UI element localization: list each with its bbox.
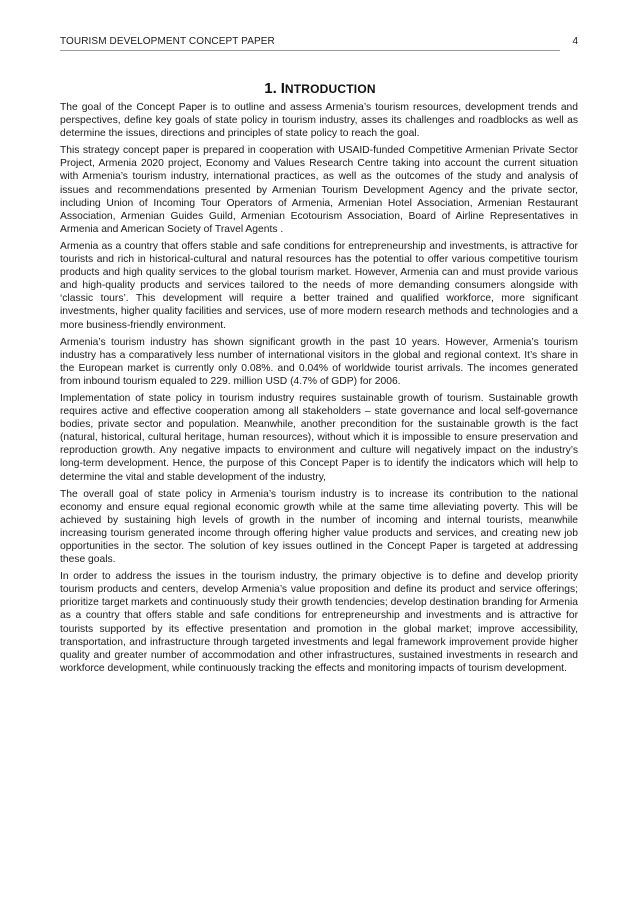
paragraph: Armenia as a country that offers stable and safe conditions for entrepreneurship and investments, is attractive for tourists and rich in historical-cultural and natural resources has the potential to offer various competitive tourism products and high quality services to the global tourism market. However, Armenia can and must provide various and high-quality products and services tailored to the needs of more demanding consumers alongside with ‘classic tours’. This development will require a better trained and qualified workforce, more significant investments, higher quality facilities and services, use of more modern research methods and technologies and a more business-friendly environment. [60, 240, 578, 331]
document-title: TOURISM DEVELOPMENT CONCEPT PAPER [60, 36, 275, 47]
paragraph: The overall goal of state policy in Armenia’s tourism industry is to increase its contribution to the national economy and ensure equal regional economic growth while at the same time alleviating poverty. This will be achieved by sustaining high levels of growth in the number of incoming and internal tourists, meanwhile increasing tourism generated income through offering higher value products and services, and creating new job opportunities in the sector. The solution of key issues outlined in the Concept Paper is targeted at addressing these goals. [60, 488, 578, 566]
header-divider [60, 50, 560, 51]
page-header [60, 36, 578, 52]
paragraph: This strategy concept paper is prepared in cooperation with USAID-funded Competitive Armenian Private Sector Project, Armenia 2020 project, Economy and Values Research Centre taking into account the current situation with Armenia’s tourism industry, international practices, as well as the outcomes of the study and analysis of issues and recommendations presented by Armenian Tourism Development Agency and the private sector, including Union of Incoming Tour Operators of Armenia, Armenian Hotel Association, Armenian Restaurant Association, Armenian Guides Guild, Armenian Ecotourism Association, Board of Airline Representatives in Armenia and American Society of Travel Agents . [60, 145, 578, 235]
section-number: 1. [264, 80, 277, 97]
section-title-rest: NTRODUCTION [284, 82, 376, 96]
body-text [60, 101, 578, 679]
paragraph: Implementation of state policy in tourism industry requires sustainable growth of tourism. Sustainable growth requires active and effective cooperation among all stakeholders – state governance and local self-governance bodies, private sector and population. Meanwhile, another precondition for the sustainable growth is the fact (natural, historical, cultural heritage, human resources), without which it is impossible to ensure preservation and reproduction growth. Any negative impacts to environment and culture will negatively impact on the industry’s long-term development. Hence, the purpose of this Concept Paper is to identify the indicators which will help to determine the vital and stable development of the industry, [60, 392, 578, 483]
paragraph: Armenia’s tourism industry has shown significant growth in the past 10 years. However, Armenia’s tourism industry has a comparatively less number of international visitors in the global and regional context. It’s share in the European market is currently only 0.08%. and 0.04% of worldwide tourist arrivals. The incomes generated from inbound tourism equaled to 229. million USD (4.7% of GDP) for 2006. [60, 336, 578, 387]
section-heading [60, 79, 580, 98]
page-number: 4 [572, 36, 578, 47]
paragraph: The goal of the Concept Paper is to outline and assess Armenia’s tourism resources, development trends and perspectives, define key goals of state policy in tourism industry, asses its challenges and roadblocks as well as determine the issues, directions and principles of state policy to reach the goal. [60, 102, 578, 140]
paragraph: In order to address the issues in the tourism industry, the primary objective is to define and develop priority tourism products and centers, develop Armenia’s value proposition and define its product and service offerings; prioritize target markets and continuously study their growth tendencies; develop destination branding for Armenia as a country that offers stable and safe conditions for entrepreneurship and investments and is attractive for tourists supported by its effective presentation and promotion in the global market; improve accessibility, transportation, and infrastructure through targeted investments and legal framework improvement provide higher quality and greater number of accommodation and other infrastructures, sustained investments in research and workforce development, while continuously tracking the effects and monitoring impacts of tourism development. [60, 571, 578, 674]
section-title-initial: I [280, 80, 285, 97]
